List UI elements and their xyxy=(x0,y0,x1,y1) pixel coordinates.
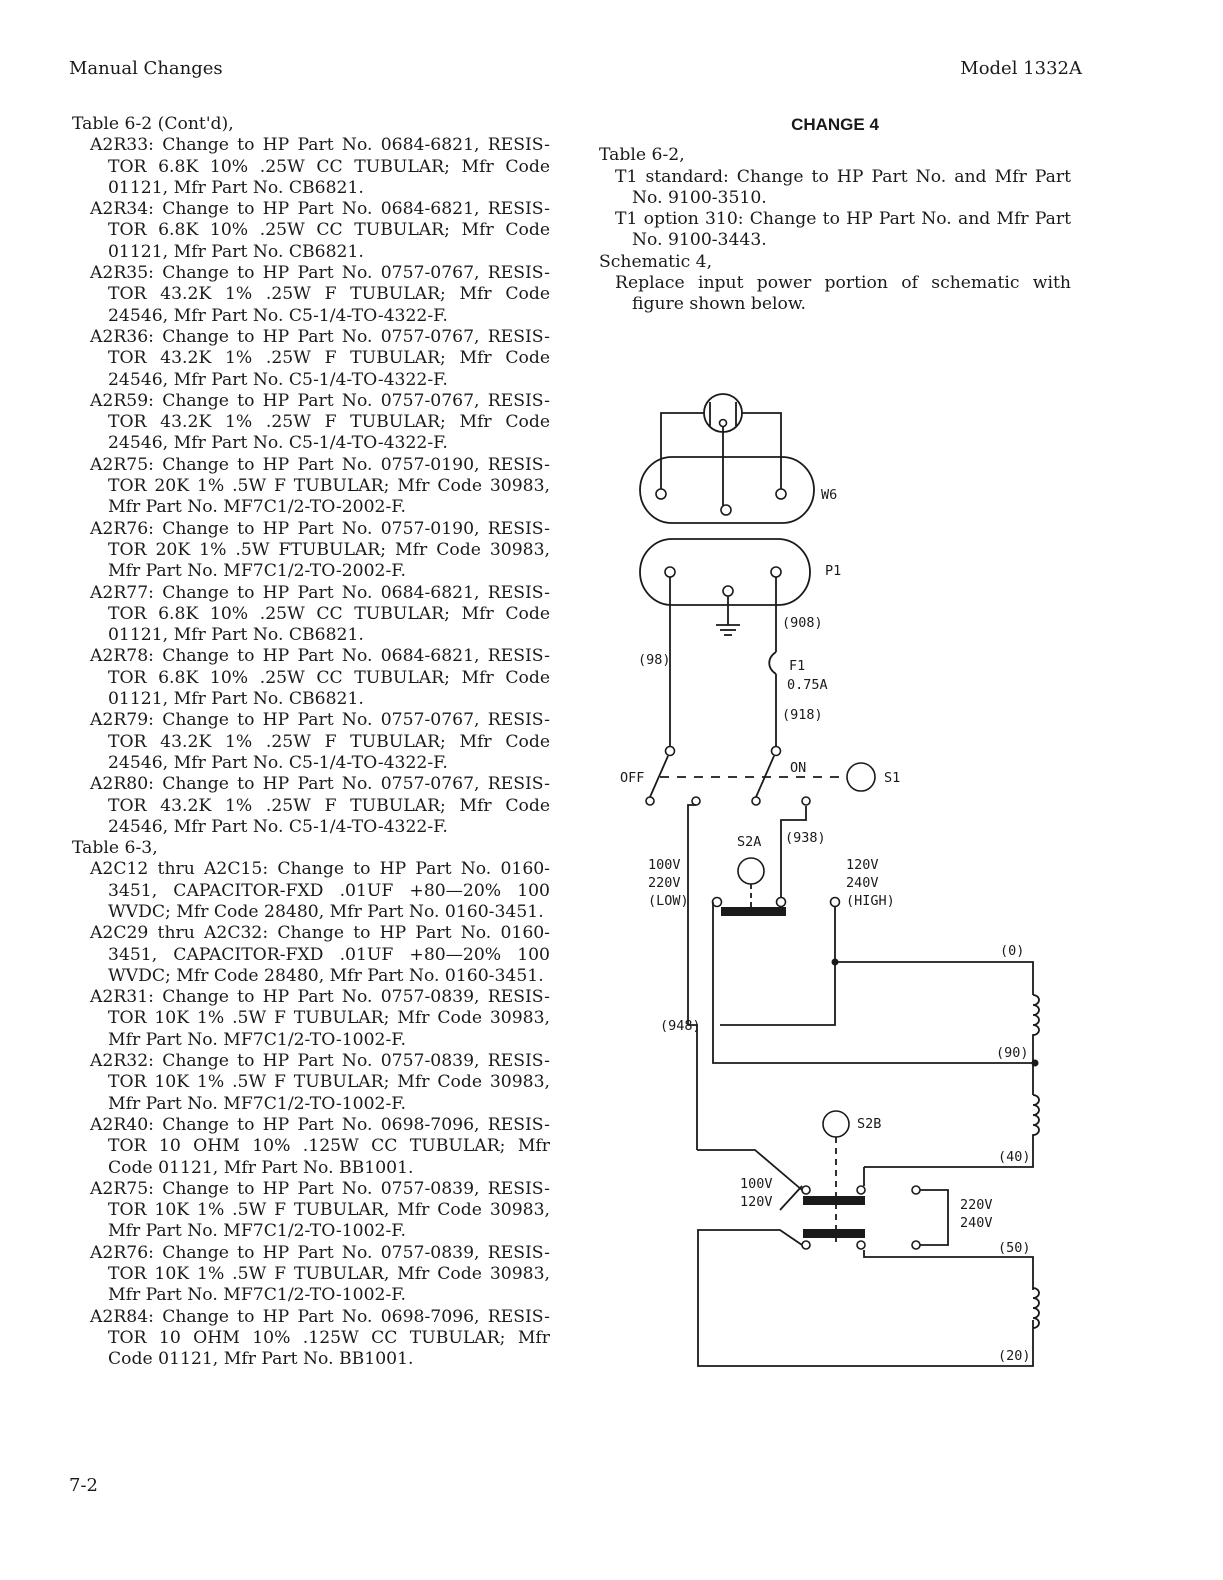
label-tap-50: (50) xyxy=(998,1240,1031,1256)
s2a-actuator xyxy=(738,858,764,884)
parts-entry: A2R31: Change to HP Part No. 0757-0839, RESIS-TOR 10K 1% .5W F TUBULAR; Mfr Code 30983, Mfr Part No. MF7C1/2-TO-1002-F. xyxy=(90,987,550,1050)
parts-entry: A2R84: Change to HP Part No. 0698-7096, RESIS-TOR 10 OHM 10% .125W CC TUBULAR; Mfr Code 01121, Mfr Part No. BB1001. xyxy=(90,1306,550,1370)
parts-entry: A2R34: Change to HP Part No. 0684-6821, RESIS-TOR 6.8K 10% .25W CC TUBULAR; Mfr Code 01121, Mfr Part No. CB6821. xyxy=(90,199,550,262)
parts-entry: A2C29 thru A2C32: Change to HP Part No. 0160-3451, CAPACITOR-FXD .01UF +80—20% 100 WVDC; Mfr Code 28480, Mfr Part No. 0160-3451. xyxy=(90,923,550,986)
fuse-icon xyxy=(769,652,776,674)
label-wire-98: (98) xyxy=(638,652,671,668)
label-sw-220-1: 220V xyxy=(960,1197,993,1213)
label-wire-908: (908) xyxy=(782,615,823,631)
label-sw-220-2: 240V xyxy=(960,1215,993,1231)
change-entry: T1 option 310: Change to HP Part No. and Mfr Part No. 9100-3443. xyxy=(615,209,1071,251)
change-entry: Replace input power portion of schematic with figure shown below. xyxy=(615,273,1071,315)
label-s1: S1 xyxy=(884,770,901,786)
ground-icon xyxy=(716,596,740,635)
label-high-3: (HIGH) xyxy=(846,893,895,909)
section-title-table-6-2: Table 6-2 (Cont'd), xyxy=(72,114,234,134)
right-column xyxy=(599,114,1071,316)
label-s2a: S2A xyxy=(737,834,762,850)
label-wire-948: (948) xyxy=(660,1018,701,1034)
label-low-3: (LOW) xyxy=(648,893,689,909)
parts-entry: A2R78: Change to HP Part No. 0684-6821, RESIS-TOR 6.8K 10% .25W CC TUBULAR; Mfr Code 01121, Mfr Part No. CB6821. xyxy=(90,646,550,710)
s2b-contact-upper xyxy=(803,1196,865,1205)
parts-entry: A2R40: Change to HP Part No. 0698-7096, RESIS-TOR 10 OHM 10% .125W CC TUBULAR; Mfr Code 01121, Mfr Part No. BB1001. xyxy=(90,1114,550,1178)
parts-entry: A2R80: Change to HP Part No. 0757-0767, RESIS-TOR 43.2K 1% .25W F TUBULAR; Mfr Code 24546, Mfr Part No. C5-1/4-TO-4322-F. xyxy=(90,774,550,837)
page-number: 7-2 xyxy=(69,1475,98,1496)
change-title: CHANGE 4 xyxy=(791,115,879,134)
label-tap-40: (40) xyxy=(998,1149,1031,1165)
parts-entry: A2R75: Change to HP Part No. 0757-0190, RESIS-TOR 20K 1% .5W F TUBULAR; Mfr Code 30983, Mfr Part No. MF7C1/2-TO-2002-F. xyxy=(90,454,550,518)
parts-entry: A2R79: Change to HP Part No. 0757-0767, RESIS-TOR 43.2K 1% .25W F TUBULAR; Mfr Code 24546, Mfr Part No. C5-1/4-TO-4322-F. xyxy=(90,710,550,773)
parts-entry: A2R76: Change to HP Part No. 0757-0839, RESIS-TOR 10K 1% .5W F TUBULAR, Mfr Code 30983, Mfr Part No. MF7C1/2-TO-1002-F. xyxy=(90,1242,550,1306)
label-w6: W6 xyxy=(821,487,838,503)
parts-entry: A2R33: Change to HP Part No. 0684-6821, RESIS-TOR 6.8K 10% .25W CC TUBULAR; Mfr Code 01121, Mfr Part No. CB6821. xyxy=(90,135,550,198)
parts-entry: A2R36: Change to HP Part No. 0757-0767, RESIS-TOR 43.2K 1% .25W F TUBULAR; Mfr Code 24546, Mfr Part No. C5-1/4-TO-4322-F. xyxy=(90,326,550,390)
label-low-2: 220V xyxy=(648,875,681,891)
section-title-table-6-2: Table 6-2, xyxy=(599,145,685,166)
input-power-schematic xyxy=(600,385,1070,1385)
header-manual-changes: Manual Changes xyxy=(69,58,223,79)
label-on: ON xyxy=(790,760,807,776)
power-plug-icon xyxy=(661,394,781,506)
primary-winding-1 xyxy=(1033,995,1039,1095)
label-wire-918: (918) xyxy=(782,707,823,723)
parts-entry: A2R76: Change to HP Part No. 0757-0190, RESIS-TOR 20K 1% .5W FTUBULAR; Mfr Code 30983, Mfr Part No. MF7C1/2-TO-2002-F. xyxy=(90,518,550,582)
label-p1: P1 xyxy=(825,563,842,579)
label-wire-938: (938) xyxy=(785,830,826,846)
label-fuse-name: F1 xyxy=(789,658,806,674)
label-tap-0: (0) xyxy=(1000,943,1025,959)
s2a-contact xyxy=(721,907,786,916)
parts-entry: A2R32: Change to HP Part No. 0757-0839, RESIS-TOR 10K 1% .5W F TUBULAR; Mfr Code 30983, Mfr Part No. MF7C1/2-TO-1002-F. xyxy=(90,1051,550,1114)
parts-entry: A2C12 thru A2C15: Change to HP Part No. 0160-3451, CAPACITOR-FXD .01UF +80—20% 100 WVDC; Mfr Code 28480, Mfr Part No. 0160-3451. xyxy=(90,859,550,922)
change-entry: T1 standard: Change to HP Part No. and Mfr Part No. 9100-3510. xyxy=(615,166,1071,208)
label-tap-20: (20) xyxy=(998,1348,1031,1364)
label-high-1: 120V xyxy=(846,857,879,873)
header-model: Model 1332A xyxy=(960,58,1082,79)
label-fuse-rating: 0.75A xyxy=(787,677,828,693)
label-sw-100-2: 120V xyxy=(740,1194,773,1210)
parts-entry: A2R77: Change to HP Part No. 0684-6821, RESIS-TOR 6.8K 10% .25W CC TUBULAR; Mfr Code 01121, Mfr Part No. CB6821. xyxy=(90,582,550,646)
parts-entry: A2R75: Change to HP Part No. 0757-0839, RESIS-TOR 10K 1% .5W F TUBULAR, Mfr Code 30983, Mfr Part No. MF7C1/2-TO-1002-F. xyxy=(90,1178,550,1242)
label-tap-90: (90) xyxy=(996,1045,1029,1061)
s1-actuator xyxy=(847,763,875,791)
label-low-1: 100V xyxy=(648,857,681,873)
label-sw-100-1: 100V xyxy=(740,1176,773,1192)
parts-entry: A2R35: Change to HP Part No. 0757-0767, RESIS-TOR 43.2K 1% .25W F TUBULAR; Mfr Code 24546, Mfr Part No. C5-1/4-TO-4322-F. xyxy=(90,263,550,326)
section-title-table-6-3: Table 6-3, xyxy=(72,838,158,859)
label-off: OFF xyxy=(620,770,645,786)
label-s2b: S2B xyxy=(857,1116,882,1132)
s2b-actuator xyxy=(823,1111,849,1137)
left-column xyxy=(72,114,550,1371)
label-high-2: 240V xyxy=(846,875,879,891)
s2b-contact-lower xyxy=(803,1229,865,1238)
section-title-schematic-4: Schematic 4, xyxy=(599,251,713,272)
parts-entry: A2R59: Change to HP Part No. 0757-0767, RESIS-TOR 43.2K 1% .25W F TUBULAR; Mfr Code 24546, Mfr Part No. C5-1/4-TO-4322-F. xyxy=(90,390,550,454)
